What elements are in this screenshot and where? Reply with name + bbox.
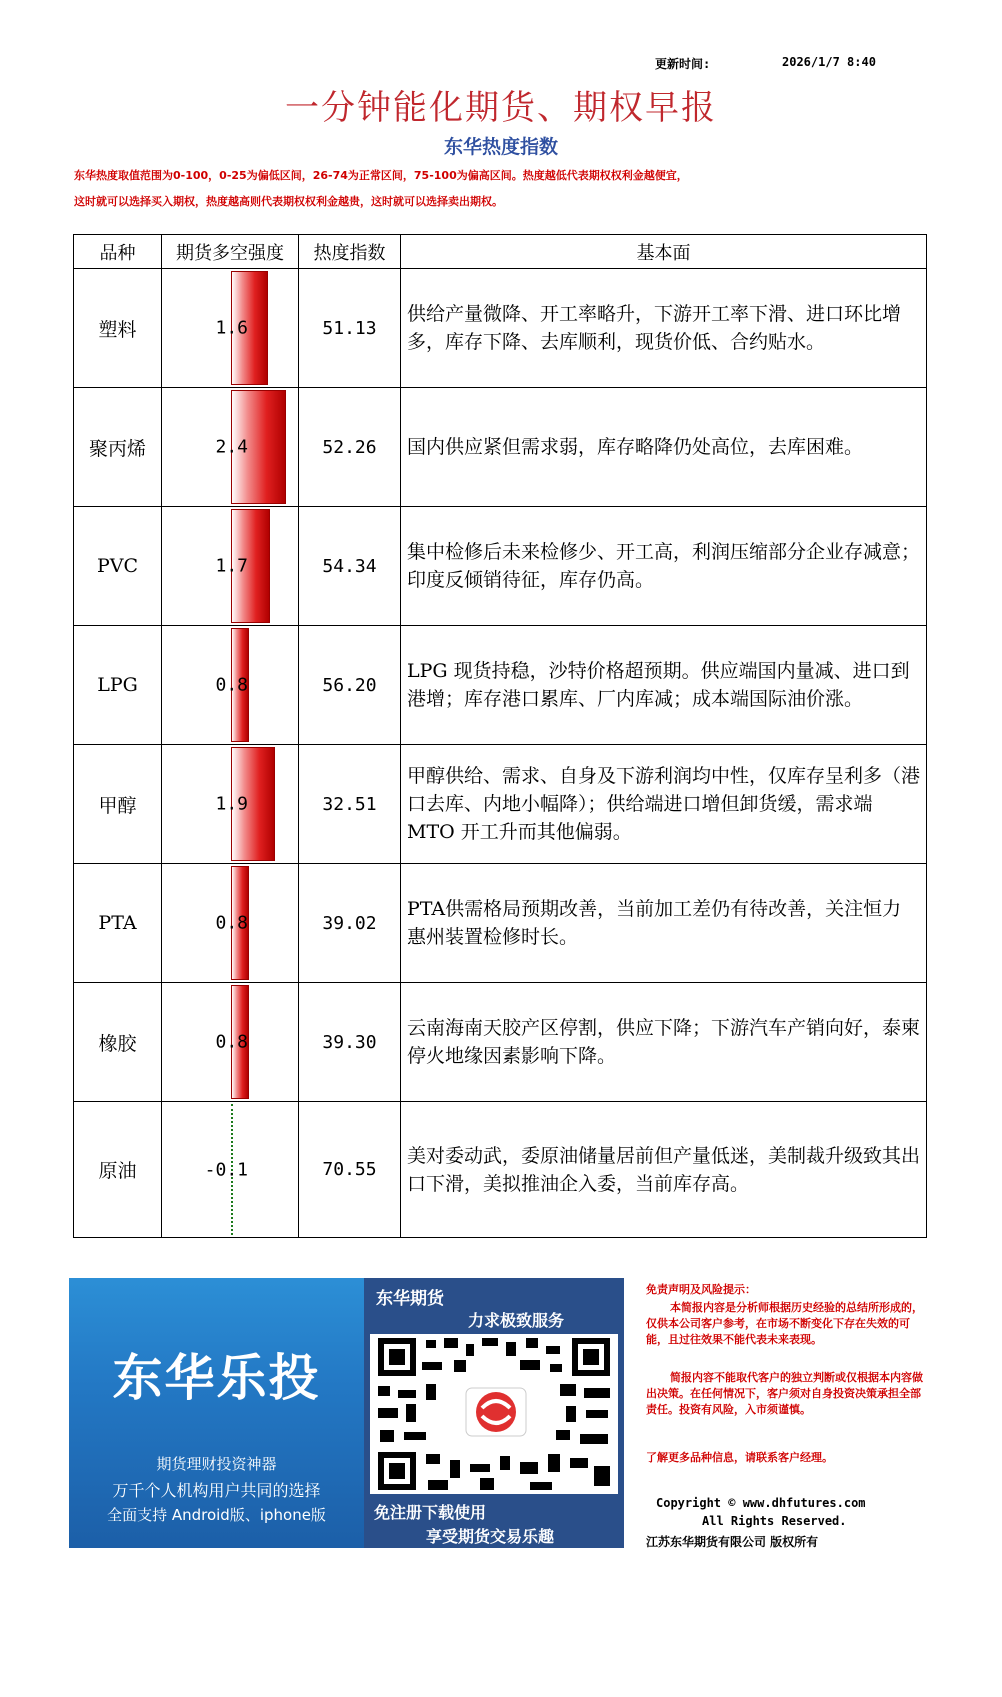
table-row: [74, 1102, 927, 1238]
heat-index: 32.51: [299, 745, 401, 864]
page-title: 一分钟能化期货、期权早报: [285, 88, 717, 128]
promo-brand: 东华乐投: [112, 1349, 321, 1407]
table-row: [74, 507, 927, 626]
page-subtitle: 东华热度指数: [443, 136, 558, 158]
qr-line4: 享受期货交易乐趣: [426, 1527, 555, 1546]
strength-cell: [162, 983, 299, 1102]
variety-name: 塑料: [74, 269, 162, 388]
heat-index: 52.26: [299, 388, 401, 507]
table-header-row: [74, 235, 927, 269]
strength-value: 1.6: [215, 317, 248, 339]
strength-value: -0.1: [204, 1159, 248, 1180]
heat-index: 54.34: [299, 507, 401, 626]
header-fundamentals: 基本面: [401, 235, 927, 269]
table-row: [74, 388, 927, 507]
strength-cell: [162, 864, 299, 983]
variety-name: PTA: [74, 864, 162, 983]
qr-code-icon[interactable]: [370, 1334, 618, 1494]
update-time-label: 更新时间:: [655, 57, 711, 71]
heat-note-line1: 东华热度取值范围为0-100，0-25为偏低区间，26-74为正常区间，75-100为偏高区间。热度越低代表期权权利金越便宜，: [74, 169, 688, 182]
fundamentals-text: 云南海南天胶产区停割，供应下降；下游汽车产销向好，泰柬停火地缘因素影响下降。: [401, 983, 927, 1102]
disclaimer-title: 免责声明及风险提示：: [646, 1283, 756, 1296]
disclaimer-p1: 本简报内容是分析师根据历史经验的总结所形成的，仅供本公司客户参考，在市场不断变化下存在失效的可能，且过往效果不能代表未来表现。: [646, 1301, 923, 1346]
table-row: [74, 864, 927, 983]
heat-index: 39.02: [299, 864, 401, 983]
update-time-value: 2026/1/7 8:40: [782, 55, 876, 69]
fundamentals-text: 供给产量微降、开工率略升，下游开工率下滑、进口环比增多，库存下降、去库顺利，现货价低、合约贴水。: [401, 269, 927, 388]
heat-note-line2: 这时就可以选择买入期权，热度越高则代表期权权利金越贵，这时就可以选择卖出期权。: [74, 195, 503, 208]
table-row: [74, 626, 927, 745]
strength-cell: [162, 269, 299, 388]
variety-name: 橡胶: [74, 983, 162, 1102]
company-line: 江苏东华期货有限公司 版权所有: [646, 1535, 819, 1549]
fundamentals-text: 国内供应紧但需求弱，库存略降仍处高位，去库困难。: [401, 388, 927, 507]
qr-line1: 东华期货: [376, 1289, 444, 1309]
heat-index: 56.20: [299, 626, 401, 745]
strength-cell: [162, 388, 299, 507]
strength-value: 0.8: [215, 674, 248, 696]
disclaimer-p3: 了解更多品种信息，请联系客户经理。: [646, 1451, 833, 1464]
fundamentals-text: LPG 现货持稳，沙特价格超预期。供应端国内量减、进口到港增；库存港口累库、厂内库减；成本端国际油价涨。: [401, 626, 927, 745]
qr-line2: 力求极致服务: [468, 1311, 565, 1330]
strength-cell: [162, 745, 299, 864]
table-body: [74, 269, 927, 1238]
variety-name: PVC: [74, 507, 162, 626]
promo-line1: 期货理财投资神器: [156, 1455, 277, 1473]
table-row: [74, 983, 927, 1102]
copyright-line: Copyright © www.dhfutures.com: [656, 1496, 866, 1510]
header-strength: 期货多空强度: [162, 235, 299, 269]
variety-name: 原油: [74, 1102, 162, 1238]
promo-line2: 万千个人机构用户共同的选择: [112, 1481, 321, 1500]
report-table: [73, 234, 927, 1238]
variety-name: 聚丙烯: [74, 388, 162, 507]
heat-index: 70.55: [299, 1102, 401, 1238]
header-heat: 热度指数: [299, 235, 401, 269]
variety-name: LPG: [74, 626, 162, 745]
promo-line3: 全面支持 Android版、iphone版: [107, 1506, 326, 1524]
strength-cell: [162, 507, 299, 626]
fundamentals-text: 美对委动武，委原油储量居前但产量低迷，美制裁升级致其出口下滑，美拟推油企入委，当前库存高。: [401, 1102, 927, 1238]
strength-value: 0.8: [215, 912, 248, 934]
heat-index: 51.13: [299, 269, 401, 388]
disclaimer-p2: 简报内容不能取代客户的独立判断或仅根据本内容做出决策。在任何情况下，客户须对自身投资决策承担全部责任。投资有风险，入市须谨慎。: [646, 1371, 923, 1416]
table-row: [74, 269, 927, 388]
table-row: [74, 745, 927, 864]
qr-line3: 免注册下载使用: [374, 1503, 487, 1522]
qr-panel[interactable]: [364, 1278, 624, 1548]
variety-name: 甲醇: [74, 745, 162, 864]
fundamentals-text: 甲醇供给、需求、自身及下游利润均中性，仅库存呈利多（港口去库、内地小幅降）；供给端进口增但卸货缓，需求端 MTO 开工升而其他偏弱。: [401, 745, 927, 864]
strength-cell: [162, 626, 299, 745]
strength-value: 1.9: [215, 793, 248, 815]
header-variety: 品种: [74, 235, 162, 269]
strength-value: 0.8: [215, 1031, 248, 1053]
strength-value: 1.7: [215, 555, 248, 577]
rights-line: All Rights Reserved.: [702, 1514, 847, 1528]
promo-banner[interactable]: [69, 1278, 364, 1548]
fundamentals-text: 集中检修后未来检修少、开工高，利润压缩部分企业存减意；印度反倾销待征，库存仍高。: [401, 507, 927, 626]
strength-cell: [162, 1102, 299, 1238]
fundamentals-text: PTA供需格局预期改善，当前加工差仍有待改善，关注恒力惠州装置检修时长。: [401, 864, 927, 983]
heat-index: 39.30: [299, 983, 401, 1102]
strength-value: 2.4: [215, 436, 248, 458]
